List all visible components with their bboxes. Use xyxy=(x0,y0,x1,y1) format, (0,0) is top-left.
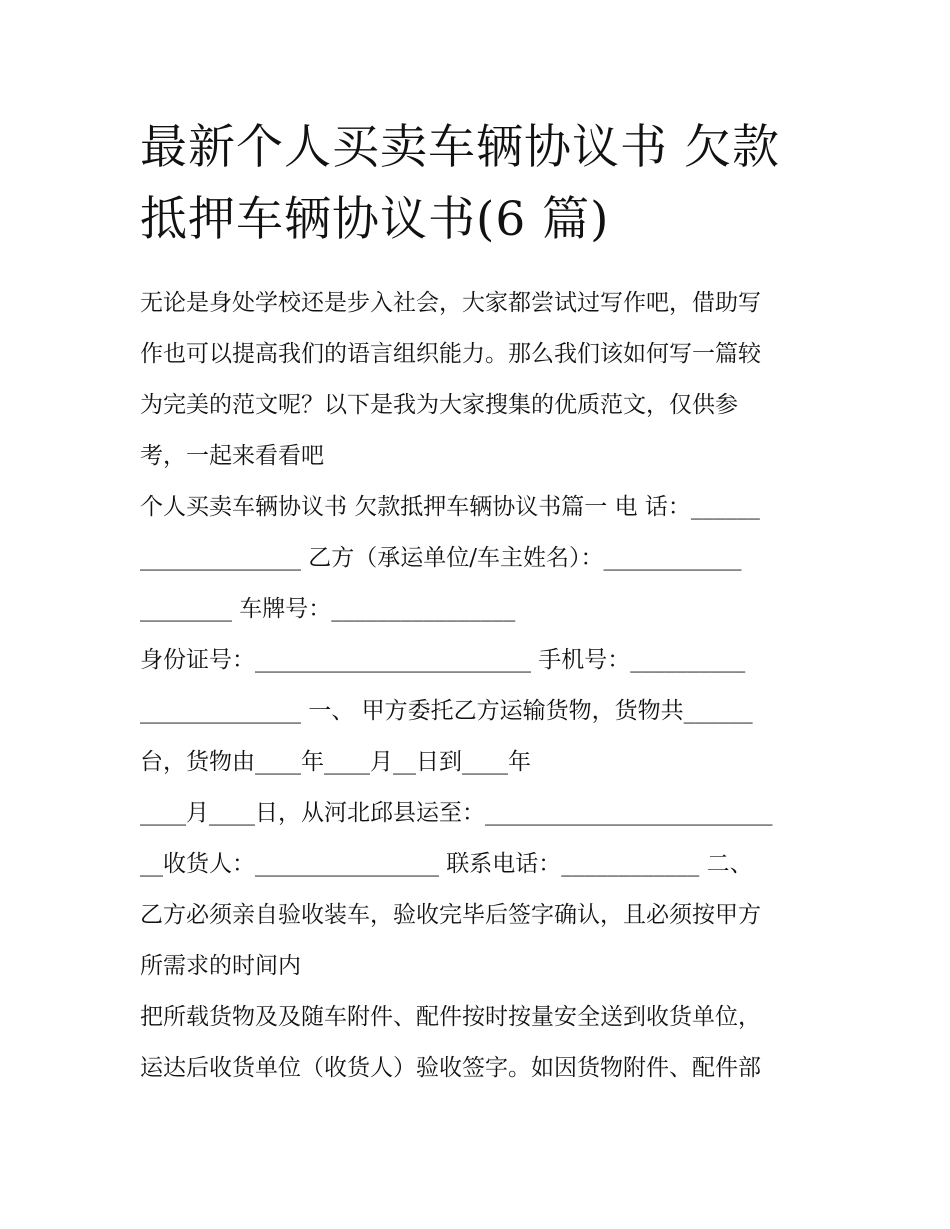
text-line: 无论是身处学校还是步入社会，大家都尝试过写作吧，借助写 xyxy=(140,290,761,316)
agreement-header-paragraph xyxy=(140,482,812,635)
document-title xyxy=(140,112,820,256)
document-body xyxy=(140,278,812,1094)
text-line: 运达后收货单位（收货人）验收签字。如因货物附件、配件部 xyxy=(140,1055,761,1081)
text-line: 个人买卖车辆协议书 欠款抵押车辆协议书篇一 电 话：______ xyxy=(140,494,760,520)
text-line: ________ 车牌号：________________ xyxy=(140,596,516,622)
delivery-paragraph xyxy=(140,788,812,992)
text-line: 为完美的范文呢？以下是我为大家搜集的优质范文，仅供参 xyxy=(140,392,738,418)
transport-paragraph xyxy=(140,992,812,1094)
identity-paragraph xyxy=(140,635,812,788)
intro-paragraph xyxy=(140,278,812,482)
text-line: ______________ 一、 甲方委托乙方运输货物，货物共______ xyxy=(140,698,753,724)
text-line: 身份证号：________________________ 手机号：__________ xyxy=(140,647,746,673)
text-line: 所需求的时间内 xyxy=(140,953,301,979)
text-line: 台，货物由____年____月__日到____年 xyxy=(140,749,531,775)
text-line: __收货人：________________ 联系电话：____________ 二、 xyxy=(140,851,753,877)
text-line: 作也可以提高我们的语言组织能力。那么我们该如何写一篇较 xyxy=(140,341,761,367)
title-line-1: 最新个人买卖车辆协议书 欠款 xyxy=(140,120,780,175)
text-line: 把所载货物及及随车附件、配件按时按量安全送到收货单位， xyxy=(140,1004,761,1030)
text-line: ____月____日，从河北邱县运至：_________________________ xyxy=(140,800,773,826)
text-line: ______________ 乙方（承运单位/车主姓名）：____________ xyxy=(140,545,742,571)
text-line: 乙方必须亲自验收装车，验收完毕后签字确认，且必须按甲方 xyxy=(140,902,761,928)
text-line: 考，一起来看看吧 xyxy=(140,443,324,469)
title-line-2: 抵押车辆协议书(6 篇) xyxy=(140,192,610,247)
